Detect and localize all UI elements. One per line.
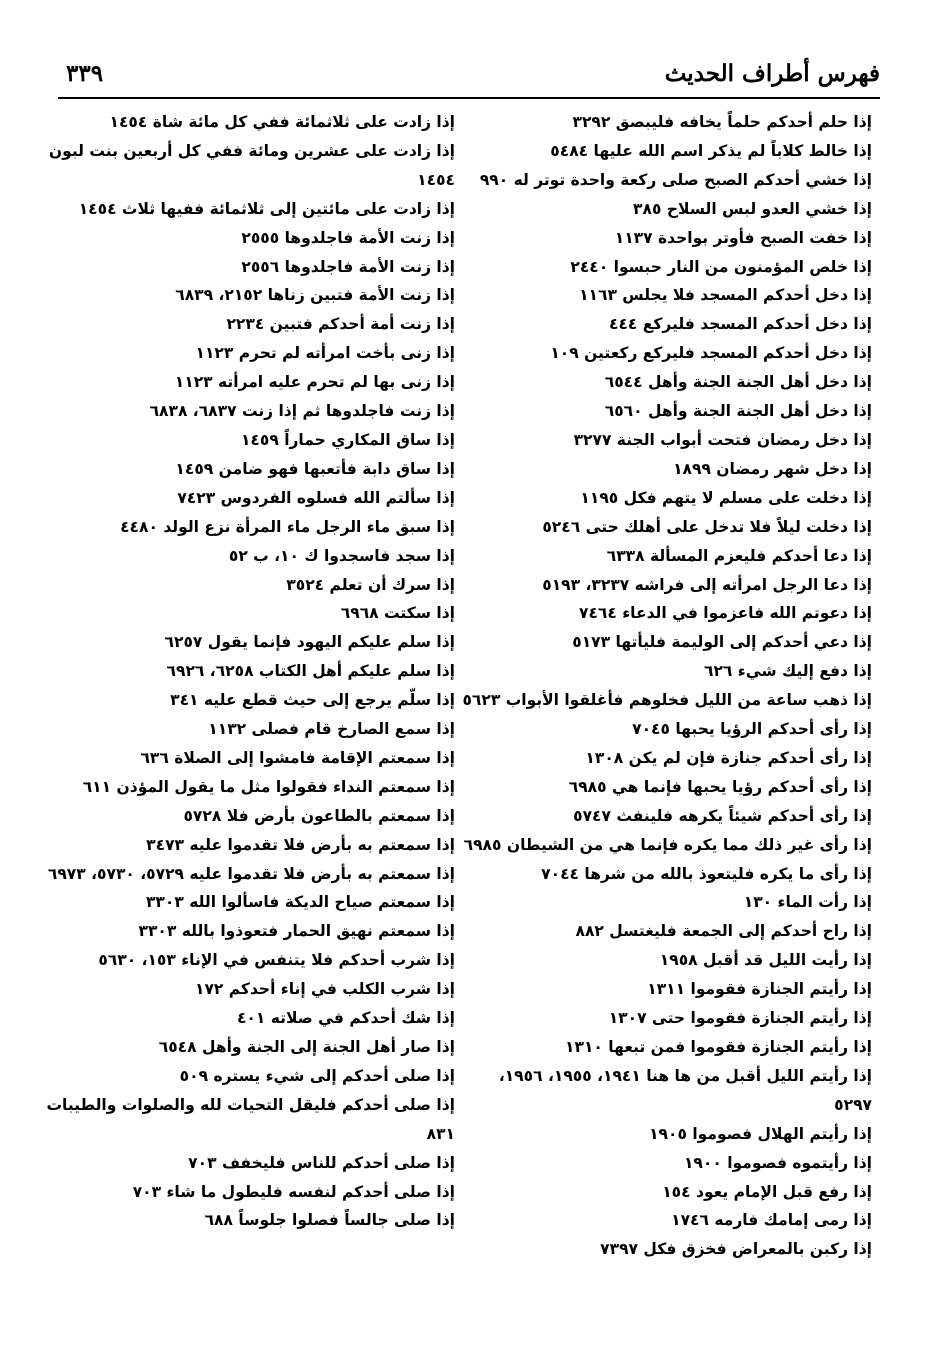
index-entry: إذا حلم أحدكم حلماً يخافه فليبصق ٣٢٩٢ (572, 113, 872, 131)
index-entry: إذا ساق دابة فأتعبها فهو ضامن ١٤٥٩ (175, 459, 455, 478)
index-entry: إذا دعا أحدكم فليعزم المسألة ٦٣٣٨ (606, 546, 872, 565)
index-entry: إذا ركبن بالمعراض فخزق فكل ٧٣٩٧ (600, 1240, 872, 1259)
index-entry: إذا صار أهل الجنة إلى الجنة وأهل ٦٥٤٨ (158, 1038, 455, 1056)
index-entry: إذا زادت على ثلاثمائة ففي كل مائة شاة ١٤٥٤ (109, 113, 455, 131)
index-entry: إذا رأيتموه فصوموا ١٩٠٠ (683, 1153, 872, 1172)
index-entry: إذا راح أحدكم إلى الجمعة فليغتسل ٨٨٢ (575, 922, 872, 941)
header-rule (58, 97, 880, 99)
index-entry: إذا صلى أحدكم إلى شيء يستره ٥٠٩ (179, 1066, 455, 1085)
index-entry: إذا سمع الصارخ قام فصلى ١١٣٢ (208, 720, 455, 739)
index-entry: إذا دعي أحدكم إلى الوليمة فليأتها ٥١٧٣ (572, 633, 872, 652)
index-entry: إذا ذهب ساعة من الليل فخلوهم فأغلقوا الأبواب ٥٦٢٣ (462, 691, 872, 710)
page-header (58, 60, 880, 96)
index-entry: إذا سألتم الله فسلوه الفردوس ٧٤٢٣ (177, 488, 455, 507)
index-entry: إذا دخل شهر رمضان ١٨٩٩ (673, 459, 872, 478)
index-entry: إذا دخل أهل الجنة الجنة وأهل ٦٥٤٤ (604, 373, 872, 392)
index-entry: إذا سلم عليكم أهل الكتاب ٦٢٥٨، ٦٩٢٦ (166, 662, 455, 681)
index-entry: إذا خشي أحدكم الصبح صلى ركعة واحدة توتر له ٩٩٠ (479, 170, 872, 189)
index-entry: إذا سمعتم صياح الديكة فاسألوا الله ٣٣٠٣ (145, 893, 455, 912)
index-entry: إذا رأى أحدكم شيئاً يكرهه فلينفث ٥٧٤٧ (573, 806, 872, 825)
index-entry: إذا زنت فاجلدوها ثم إذا زنت ٦٨٣٧، ٦٨٣٨ (149, 402, 455, 421)
index-entry: إذا دعا الرجل امرأته إلى فراشه ٣٢٣٧، ٥١٩٣ (542, 575, 872, 594)
index-entry: إذا سمعتم النداء فقولوا مثل ما يقول المؤذن ٦١١ (82, 777, 455, 796)
index-entry: إذا دخلت ليلاً فلا تدخل على أهلك حتى ٥٢٤٦ (542, 517, 872, 536)
index-entry: إذا دخل أحدكم المسجد فليركع ركعتين ١٠٩ (550, 344, 872, 363)
index-entry: إذا خلص المؤمنون من النار حبسوا ٢٤٤٠ (570, 257, 872, 276)
index-entry: إذا رأى أحدكم رؤيا يحبها فإنما هي ٦٩٨٥ (568, 777, 872, 796)
index-entry: إذا خشي العدو لبس السلاح ٣٨٥ (633, 199, 872, 218)
index-entry: إذا زنت الأمة فاجلدوها ٢٥٥٦ (241, 257, 455, 276)
index-entry: إذا دخلت على مسلم لا يتهم فكل ١١٩٥ (580, 488, 872, 507)
index-entry: إذا ساق المكاري حماراً ١٤٥٩ (240, 430, 455, 449)
index-entry: إذا رأى ما يكره فليتعوذ بالله من شرها ٧٠٤٤ (541, 864, 872, 883)
index-entry: إذا سمعتم الإقامة فامشوا إلى الصلاة ٦٣٦ (140, 748, 455, 767)
index-entry: إذا دخل أحدكم المسجد فليركع ٤٤٤ (609, 315, 872, 334)
index-entry: إذا سمعتم نهيق الحمار فتعوذوا بالله ٣٣٠٣ (138, 922, 455, 941)
index-entry: إذا سرك أن تعلم ٣٥٢٤ (286, 575, 455, 594)
index-column-right (462, 108, 872, 1264)
index-entry: إذا دعوتم الله فاعزموا في الدعاء ٧٤٦٤ (579, 604, 872, 623)
index-entry: إذا سمعتم به بأرض فلا تقدموا عليه ٥٧٢٩، ٥٧٣٠، ٦٩٧٣ (47, 864, 455, 883)
index-entry: إذا صلى جالساً فصلوا جلوساً ٦٨٨ (204, 1211, 455, 1230)
index-entry: إذا خفت الصبح فأوتر بواحدة ١١٣٧ (614, 228, 872, 247)
running-title: فهرس أطراف الحديث (664, 60, 880, 87)
index-entry: إذا صلى أحدكم فليقل التحيات لله والصلوات والطيبات ٨٣١ (46, 1095, 455, 1143)
index-entry: إذا زنى بها لم تحرم عليه امرأته ١١٢٣ (174, 373, 455, 392)
index-entry: إذا دخل أحدكم المسجد فلا يجلس ١١٦٣ (579, 286, 872, 305)
index-entry: إذا سمعتم بالطاعون بأرض فلا ٥٧٢٨ (183, 806, 455, 825)
index-entry: إذا زادت على مائتين إلى ثلاثمائة ففيها ثلاث ١٤٥٤ (78, 199, 455, 218)
index-entry: إذا رأيت الليل قد أقبل ١٩٥٨ (659, 951, 872, 970)
index-entry: إذا شرب أحدكم فلا يتنفس في الإناء ١٥٣، ٥٦٣٠ (98, 951, 455, 970)
index-entry: إذا خالط كلاباً لم يذكر اسم الله عليها ٥٤٨٤ (550, 141, 872, 160)
index-entry: إذا سجد فاسجدوا ك ١٠، ب ٥٢ (228, 546, 455, 565)
index-entry: إذا دخل أهل الجنة الجنة وأهل ٦٥٦٠ (604, 402, 872, 421)
index-entry: إذا شك أحدكم في صلاته ٤٠١ (236, 1009, 455, 1028)
index-entry: إذا دفع إليك شيء ٦٢٦ (704, 662, 872, 681)
index-entry: إذا سمعتم به بأرض فلا تقدموا عليه ٣٤٧٣ (146, 835, 455, 854)
index-entry: إذا رأت الماء ١٣٠ (743, 893, 872, 912)
index-entry: إذا زادت على عشرين ومائة ففي كل أربعين بنت لبون ١٤٥٤ (48, 141, 455, 189)
index-entry: إذا سلّم يرجع إلى حيث قطع عليه ٣٤١ (170, 691, 455, 710)
index-entry: إذا صلى أحدكم لنفسه فليطول ما شاء ٧٠٣ (132, 1182, 455, 1201)
index-column-left (45, 108, 455, 1235)
index-entry: إذا رأيتم الجنازة فقوموا حتى ١٣٠٧ (608, 1009, 872, 1028)
index-entry: إذا رأى أحدكم الرؤيا يحبها ٧٠٤٥ (632, 720, 872, 739)
index-entry: إذا صلى أحدكم للناس فليخفف ٧٠٣ (188, 1153, 455, 1172)
index-entry: إذا زنى بأخت امرأته لم تحرم ١١٢٣ (195, 344, 455, 363)
index-entry: إذا دخل رمضان فتحت أبواب الجنة ٣٢٧٧ (573, 430, 872, 449)
index-entry: إذا زنت الأمة فاجلدوها ٢٥٥٥ (241, 228, 455, 247)
index-entry: إذا رأى غير ذلك مما يكره فإنما هي من الشيطان ٦٩٨٥ (463, 835, 872, 854)
index-entry: إذا سكتت ٦٩٦٨ (340, 604, 455, 623)
index-entry: إذا رفع قبل الإمام يعود ١٥٤ (662, 1182, 872, 1201)
index-entry: إذا سلم عليكم اليهود فإنما يقول ٦٢٥٧ (164, 633, 455, 652)
page-number: ٣٣٩ (66, 60, 104, 87)
index-entry: إذا رمى إمامك فارمه ١٧٤٦ (671, 1211, 872, 1230)
index-entry: إذا رأيتم الجنازة فقوموا فمن تبعها ١٣١٠ (565, 1038, 872, 1056)
index-entry: إذا سبق ماء الرجل ماء المرأة نزع الولد ٤٤٨٠ (120, 517, 455, 536)
index-entry: إذا رأيتم الجنازة فقوموا ١٣١١ (647, 980, 872, 999)
index-entry: إذا رأى أحدكم جنازة فإن لم يكن ١٣٠٨ (585, 748, 872, 767)
index-entry: إذا زنت أمة أحدكم فتبين ٢٢٣٤ (226, 315, 455, 334)
index-entry: إذا شرب الكلب في إناء أحدكم ١٧٢ (194, 980, 455, 999)
index-entry: إذا زنت الأمة فتبين زناها ٢١٥٢، ٦٨٣٩ (175, 286, 455, 305)
index-entry: إذا رأيتم الليل أقبل من ها هنا ١٩٤١، ١٩٥٥، ١٩٥٦، ٥٢٩٧ (498, 1066, 872, 1114)
index-entry: إذا رأيتم الهلال فصوموا ١٩٠٥ (649, 1124, 872, 1143)
